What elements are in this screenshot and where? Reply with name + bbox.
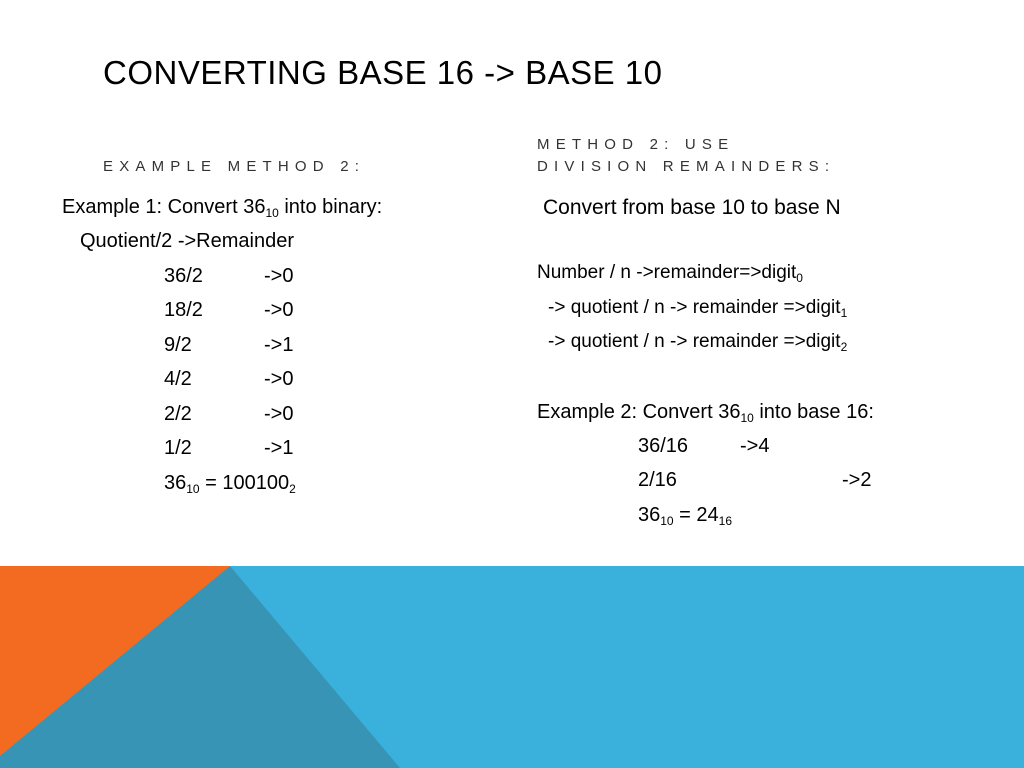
example-2-subscript: 10 bbox=[740, 411, 754, 425]
method-step-3 bbox=[548, 330, 847, 354]
step-3-text: -> quotient / n -> remainder =>digit bbox=[548, 331, 841, 352]
footer-decoration bbox=[0, 566, 1024, 768]
binary-row-remainder: ->0 bbox=[264, 265, 294, 287]
binary-row-quotient: 18/2 bbox=[164, 299, 203, 321]
method-step-1 bbox=[537, 261, 803, 285]
binary-row-remainder: ->0 bbox=[264, 368, 294, 390]
hex-row-remainder: ->4 bbox=[740, 435, 770, 457]
step-1-text: Number / n ->remainder=>digit bbox=[537, 262, 797, 283]
step-1-subscript: 0 bbox=[796, 271, 803, 285]
hex-result-base: 36 bbox=[638, 504, 661, 526]
result-value: = 100100 bbox=[199, 472, 290, 494]
step-3-subscript: 2 bbox=[840, 340, 848, 354]
result-value-subscript: 2 bbox=[289, 482, 296, 496]
right-heading-line-2: DIVISION REMAINDERS: bbox=[537, 158, 836, 175]
result-base: 36 bbox=[164, 472, 187, 494]
slide-title: CONVERTING BASE 16 -> BASE 10 bbox=[103, 54, 663, 91]
left-column-heading: EXAMPLE METHOD 2: bbox=[103, 158, 366, 175]
binary-row-quotient: 1/2 bbox=[164, 437, 192, 459]
hex-row-quotient: 2/16 bbox=[638, 469, 677, 491]
method-step-2 bbox=[548, 296, 847, 320]
binary-row-quotient: 9/2 bbox=[164, 334, 192, 356]
quotient-header: Quotient/2 ->Remainder bbox=[80, 230, 295, 252]
result-base-subscript: 10 bbox=[186, 482, 200, 496]
hex-result-value-subscript: 16 bbox=[718, 514, 733, 528]
step-2-subscript: 1 bbox=[840, 306, 848, 320]
binary-row-quotient: 4/2 bbox=[164, 368, 192, 390]
hex-result-value: = 24 bbox=[673, 504, 719, 526]
binary-row-remainder: ->1 bbox=[264, 334, 294, 356]
example-1-line bbox=[62, 195, 382, 219]
example-1-subscript: 10 bbox=[265, 206, 279, 220]
example-1-text: Example 1: Convert 36 bbox=[62, 196, 266, 218]
binary-row-remainder: ->0 bbox=[264, 299, 294, 321]
method-intro: Convert from base 10 to base N bbox=[543, 196, 841, 219]
hex-result bbox=[638, 503, 732, 527]
example-2-line bbox=[537, 400, 874, 424]
right-column-heading bbox=[537, 134, 835, 178]
example-2-suffix: into base 16: bbox=[753, 401, 874, 423]
step-2-text: -> quotient / n -> remainder =>digit bbox=[548, 297, 841, 318]
hex-result-base-subscript: 10 bbox=[660, 514, 674, 528]
right-heading-line-1: METHOD 2: USE bbox=[537, 136, 735, 153]
binary-row-quotient: 2/2 bbox=[164, 403, 192, 425]
example-2-text: Example 2: Convert 36 bbox=[537, 401, 741, 423]
hex-row-quotient: 36/16 bbox=[638, 435, 689, 457]
binary-result bbox=[164, 471, 296, 495]
example-1-suffix: into binary: bbox=[278, 196, 383, 218]
binary-row-remainder: ->0 bbox=[264, 403, 294, 425]
hex-row-remainder: ->2 bbox=[842, 469, 872, 491]
binary-row-remainder: ->1 bbox=[264, 437, 294, 459]
binary-row-quotient: 36/2 bbox=[164, 265, 203, 287]
